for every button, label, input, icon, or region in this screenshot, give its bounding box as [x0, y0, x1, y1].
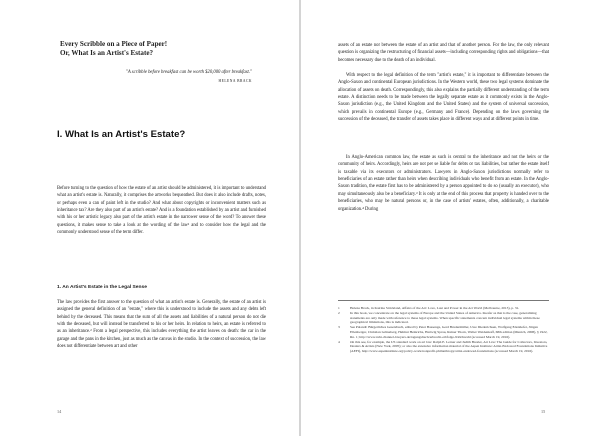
- footnote-text: See Palandt: Bürgerliches Gesetzbuch, edited by Peter Bassenge, Gerd Brudermüller, Uwe Diederichsen, Wolfgang Edenhofer, Jürgen Ellenberger, Christian Grüneberg, Helmut Heinrichs, Hartwig Sprau, Rainer Thorn, Walter Weidenkaff, 68th edition (Munich, 2008), § 1922, Rn. 1; http://www.ruhr-channel-lawyers.de/tagungsbuch/erbrecht-erbfolge-9/#ichwahl (accessed March 19, 2016).: [350, 325, 548, 339]
- footnote-4: [338, 340, 549, 354]
- section-heading: I. What Is an Artist's Estate?: [57, 129, 186, 140]
- footnote-text: Helena Brack, in Katrina Strickland, Affairs of the Art: Love, Lust and Power in the Art World (Melbourne, 2013), p. 31.: [350, 306, 520, 310]
- epigraph-quote: "A scribble before breakfast can be worth $20,000 after breakfast.": [125, 70, 252, 75]
- footnote-3: [338, 325, 549, 339]
- left-page: [0, 0, 299, 436]
- footnote-number: 2: [338, 310, 340, 315]
- footnote-number: 1: [338, 306, 340, 310]
- right-paragraph-1: assets of an estate nor between the estate of an artist and that of another person. For the law, the only relevant question is organizing the restructuring of financial assets—including corresponding rights and obligations—that becomes necessary due to the death of an individual.: [338, 43, 549, 63]
- right-paragraph-3: In Anglo-American common law, the estate as such is central to the inheritance and not the heirs or the community of heirs. Accordingly, heirs are not per se liable for debts or tax liabilities, but rather the estate itself is taxable via its executors or administrators. Lawyers in Anglo-Saxon jurisdictions normally refer to beneficiaries of an estate rather than heirs when describing individuals who benefit from an estate. In the Anglo-Saxon tradition, the estate first has to be administered by a person appointed to do so (usually an executor), who may simultaneously also be a beneficiary.³ It is only at the end of this process that property is handed over to the beneficiaries, who may be natural persons or, in the case of artists' estates, often, additionally, a charitable organization.⁴ During: [338, 155, 549, 212]
- epigraph-author: HELENA BRACK: [218, 79, 252, 83]
- chapter-title-line-2: Or, What Is an Artist's Estate?: [60, 49, 154, 57]
- footnote-rule: [338, 300, 549, 301]
- page-number-right: 15: [541, 409, 546, 414]
- footnote-2: [338, 311, 549, 325]
- footnote-text: In this book, we concentrate on the legal systems of Europe and the United States of America. Insofar as that is the case, generalizing statements are only made with reference to these legal systems. When specific statements concern individual legal systems within these geographical limitations, this is indicated.: [350, 310, 540, 325]
- subsection-heading: 1. An Artist's Estate in the Legal Sense: [57, 285, 147, 290]
- footnote-text: On this see, for example, the US standard work on art law: Ralph E. Lerner and Judith Bresler, Art Law: The Guide for Collectors, Investors, Dealers & Artists (New York, 2005); or also the extensive information material of the Aspen Institute: Artist-Endowed Foundations Initiative (AEFI), http://www.aspeninstitute.org/policy-work/nonprofit-philanthropy/artist-endowed-foundations (accessed March 19, 2016).: [350, 339, 548, 354]
- footnote-number: 3: [338, 325, 340, 330]
- page-number-left: 14: [57, 409, 62, 414]
- left-paragraph-2: The law provides the first answer to the question of what an artist's estate is. Generally, the estate of an artist is assigned the general definition of an "estate," where this is understood to include the assets and any debts left behind by the deceased. This means that the sum of all the assets and liabilities of a natural person do not die with the deceased, but will instead be transferred to his or her heirs. In relation to heirs, an estate is referred to as an inheritance.² From a legal perspective, this includes everything the artist leaves on death: the car in the garage and the pans in the kitchen, just as much as the canvas in the studio. In the context of succession, the law does not differentiate between art and other: [57, 300, 266, 350]
- footnote-number: 4: [338, 339, 340, 344]
- footnotes: [338, 306, 549, 354]
- chapter-title-line-1: Every Scribble on a Piece of Paper!: [60, 40, 168, 48]
- right-page: [301, 0, 600, 436]
- left-paragraph-1: Before turning to the question of how the estate of an artist should be administered, it is important to understand what an artist's estate is. Naturally, it comprises the artworks bequeathed. But does it also include drafts, notes, or perhaps even a can of paint left in the studio? And what about copyrights or inconvenient matters such as inheritance tax? Are they also part of an artist's estate? And is a foundation established by an artist and furnished with his or her artistic legacy also part of the artist's estate in the narrower sense of the word? To answer these questions, it makes sense to take a look at the wording of the law¹ and to consider how the legal and the commonly understood sense of the term differ.: [57, 186, 266, 236]
- right-paragraph-2: With respect to the legal definition of the term "artist's estate," it is important to differentiate between the Anglo-Saxon and continental European jurisdictions. In the Western world, these two legal systems dominate the allocation of assets on death. Correspondingly, this also explains the partially different understanding of the term estate. A distinction needs to be made between the legally separate estate as it commonly exists in the Anglo-Saxon jurisdiction (e.g., the United Kingdom and the United States) and the system of universal succession, which prevails in continental Europe (e.g., Germany and France). Depending on the laws governing the succession of the deceased, the transfer of assets takes place in different ways and at different points in time.: [338, 73, 549, 123]
